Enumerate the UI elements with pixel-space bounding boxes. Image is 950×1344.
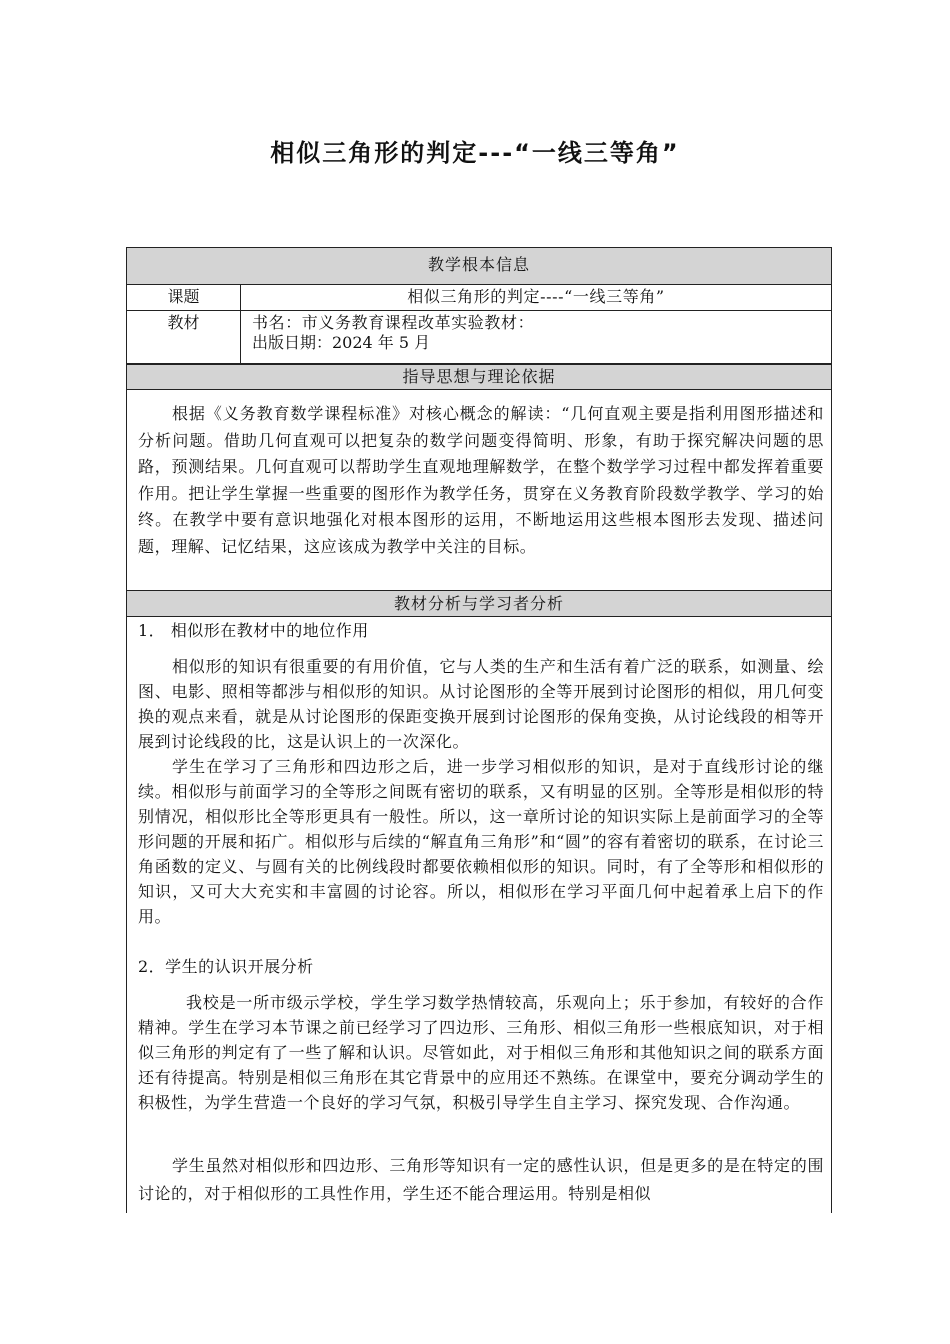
- textbook-value: [241, 311, 831, 363]
- course-label: 课题: [127, 285, 241, 310]
- lesson-info-table: [126, 247, 832, 1213]
- textbook-row: [127, 311, 831, 364]
- course-value: 相似三角形的判定----“一线三等角”: [407, 287, 665, 306]
- page-title: 相似三角形的判定---“一线三等角”: [270, 139, 680, 167]
- course-row: [127, 285, 831, 311]
- analysis-paragraph-4: 学生虽然对相似形和四边形、三角形等知识有一定的感性认识，但是更多的是在特定的围讨论的，对于相似形的工具性作用，学生还不能合理运用。特别是相似: [138, 1156, 824, 1203]
- section-header-analysis: 教材分析与学习者分析: [127, 590, 831, 617]
- analysis-paragraph-1: 相似形的知识有很重要的有用价值，它与人类的生产和生活有着广泛的联系，如测量、绘图、电影、照相等都涉与相似形的知识。从讨论图形的全等开展到讨论图形的相似，用几何变换的观点来看，就是从讨论图形的保距变换开展到讨论图形的保角变换，从讨论线段的相等开展到讨论线段的比，这是认识上的一次深化。: [138, 657, 824, 751]
- section-header-guiding: 指导思想与理论依据: [127, 364, 831, 390]
- analysis-paragraph-3: 我校是一所市级示学校，学生学习数学热情较高，乐观向上；乐于参加，有较好的合作精神。学生在学习本节课之前已经学习了四边形、三角形、相似三角形一些根底知识，对于相似三角形的判定有了一些了解和认识。尽管如此，对于相似三角形和其他知识之间的联系方面还有待提高。特别是相似三角形在其它背景中的应用还不熟练。在课堂中，要充分调动学生的积极性，为学生营造一个良好的学习气氛，积极引导学生自主学习、探究发现、合作沟通。: [138, 993, 824, 1112]
- guiding-paragraph: 根据《义务教育数学课程标准》对核心概念的解读：“几何直观主要是指利用图形描述和分析问题。借助几何直观可以把复杂的数学问题变得简明、形象，有助于探究解决问题的思路，预测结果。几何直观可以帮助学生直观地理解数学，在整个数学学习过程中都发挥着重要作用。把让学生掌握一些重要的图形作为教学任务，贯穿在义务教育阶段数学教学、学习的始终。在教学中要有意识地强化对根本图形的运用，不断地运用这些根本图形去发现、描述问题，理解、记忆结果，这应该成为教学中关注的目标。: [138, 404, 824, 556]
- analysis-paragraph-2: 学生在学习了三角形和四边形之后，进一步学习相似形的知识，是对于直线形讨论的继续。相似形与前面学习的全等形之间既有密切的联系，又有明显的区别。全等形是相似形的特别情况，相似形比全等形更具有一般性。所以，这一章所讨论的知识实际上是前面学习的全等形问题的开展和拓广。相似形与后续的“解直角三角形”和“圆”的容有着密切的联系，在讨论三角函数的定义、与圆有关的比例线段时都要依赖相似形的知识。同时，有了全等形和相似形的知识，又可大大充实和丰富圆的讨论容。所以，相似形在学习平面几何中起着承上启下的作用。: [138, 757, 824, 926]
- subsection-title-student: 2．学生的认识开展分析: [138, 957, 314, 976]
- textbook-label: 教材: [127, 311, 241, 363]
- section-header-basic-info: 教学根本信息: [127, 248, 831, 285]
- guiding-row: [127, 390, 831, 590]
- textbook-date: 出版日期：2024 年 5 月: [252, 333, 431, 352]
- textbook-name: 书名：市义务教育课程改革实验教材：: [252, 313, 535, 332]
- subsection-title-position: 1． 相似形在教材中的地位作用: [138, 621, 369, 640]
